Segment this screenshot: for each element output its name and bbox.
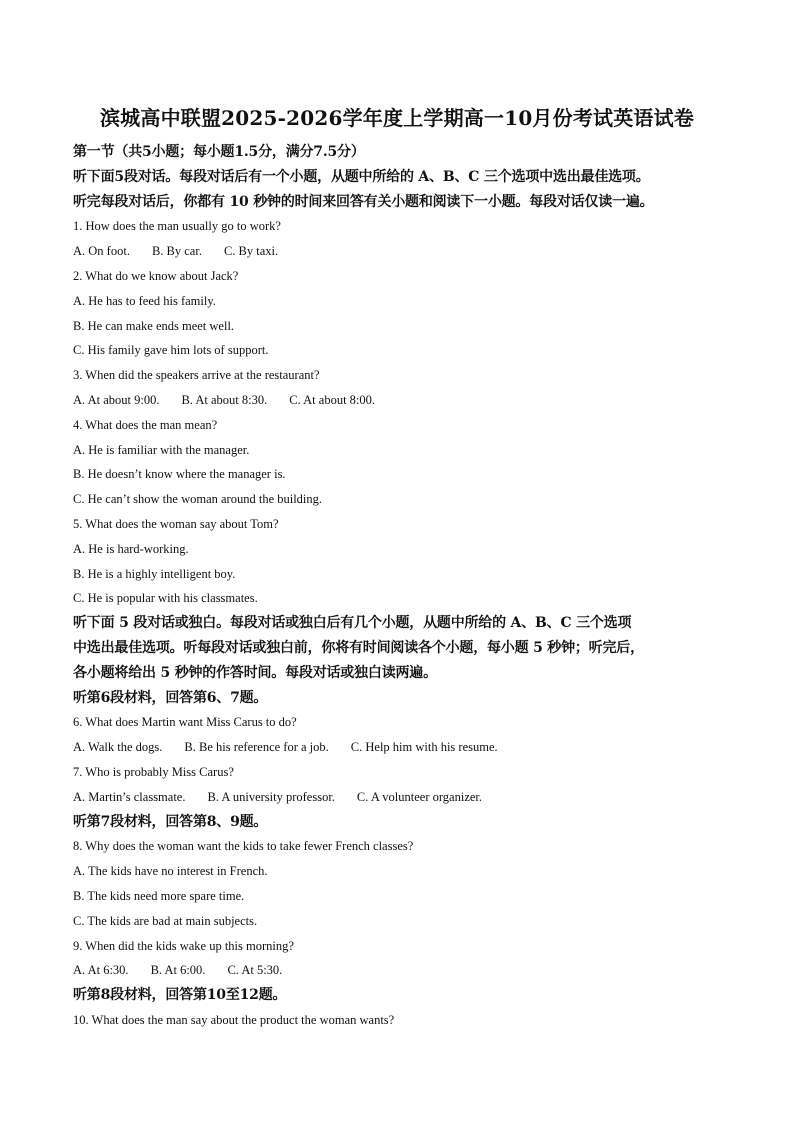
section-instruction: 听第7段材料，回答第8、9题。 [73, 813, 268, 830]
answer-option: A. On foot. [73, 244, 130, 259]
answer-option: C. At about 8:00. [289, 392, 376, 407]
answer-option: A. At 6:30. [73, 963, 129, 978]
answer-option: B. Be his reference for a job. [184, 740, 329, 755]
question-line: A. He has to feed his family. [73, 293, 216, 308]
answer-options-row [73, 958, 723, 983]
answer-options-row [73, 388, 723, 413]
answer-options-row [73, 785, 723, 810]
section-instruction: 中选出最佳选项。听每段对话或独白前，你将有时间阅读各个小题，每小题 5 秒钟；听完后， [73, 639, 644, 656]
question-line: B. He is a highly intelligent boy. [73, 566, 236, 581]
section-instruction: 听第6段材料，回答第6、7题。 [73, 689, 268, 706]
question-line: B. He doesn’t know where the manager is. [73, 467, 286, 482]
section-instruction: 各小题将给出 5 秒钟的作答时间。每段对话或独白读两遍。 [73, 664, 437, 681]
question-line: 10. What does the man say about the product the woman wants? [73, 1012, 395, 1027]
answer-option: B. At 6:00. [150, 963, 206, 978]
answer-options-row [73, 735, 723, 760]
answer-option: C. By taxi. [223, 244, 279, 259]
question-line: 4. What does the man mean? [73, 417, 218, 432]
answer-option: C. Help him with his resume. [350, 740, 498, 755]
question-line: 5. What does the woman say about Tom? [73, 516, 279, 531]
question-line: C. His family gave him lots of support. [73, 343, 269, 358]
question-line: 7. Who is probably Miss Carus? [73, 764, 234, 779]
question-line: A. He is hard-working. [73, 541, 189, 556]
answer-options-row [73, 239, 723, 264]
answer-option: B. By car. [151, 244, 202, 259]
question-line: A. The kids have no interest in French. [73, 864, 268, 879]
section-instruction: 听下面5段对话。每段对话后有一个小题，从题中所给的 A、B、C 三个选项中选出最佳选项。 [73, 168, 650, 185]
exam-title: 滨城高中联盟2025-2026学年度上学期高一10月份考试英语试卷 [99, 106, 695, 130]
answer-option: A. At about 9:00. [73, 392, 160, 407]
answer-option: A. Walk the dogs. [73, 740, 163, 755]
section-instruction: 听完每段对话后，你都有 10 秒钟的时间来回答有关小题和阅读下一小题。每段对话仅读一遍。 [73, 193, 654, 210]
section-instruction: 第一节（共5小题；每小题1.5分，满分7.5分） [73, 144, 365, 160]
question-line: 2. What do we know about Jack? [73, 268, 239, 283]
question-line: 8. Why does the woman want the kids to take fewer French classes? [73, 839, 414, 854]
answer-option: B. A university professor. [207, 789, 335, 804]
answer-option: C. A volunteer organizer. [356, 789, 483, 804]
question-line: B. The kids need more spare time. [73, 888, 245, 903]
exam-content [73, 140, 723, 1033]
section-instruction: 听下面 5 段对话或独白。每段对话或独白后有几个小题，从题中所给的 A、B、C 三个选项 [73, 615, 632, 632]
question-line: C. He can’t show the woman around the building. [73, 492, 323, 507]
question-line: C. He is popular with his classmates. [73, 591, 258, 606]
answer-option: C. At 5:30. [227, 963, 283, 978]
section-instruction: 听第8段材料，回答第10至12题。 [73, 987, 287, 1004]
answer-option: B. At about 8:30. [181, 392, 268, 407]
question-line: C. The kids are bad at main subjects. [73, 913, 258, 928]
question-line: B. He can make ends meet well. [73, 318, 235, 333]
question-line: 1. How does the man usually go to work? [73, 219, 281, 234]
question-line: 6. What does Martin want Miss Carus to do? [73, 715, 297, 730]
question-line: 9. When did the kids wake up this morning? [73, 938, 294, 953]
question-line: A. He is familiar with the manager. [73, 442, 250, 457]
answer-option: A. Martin’s classmate. [73, 789, 186, 804]
question-line: 3. When did the speakers arrive at the restaurant? [73, 368, 320, 383]
